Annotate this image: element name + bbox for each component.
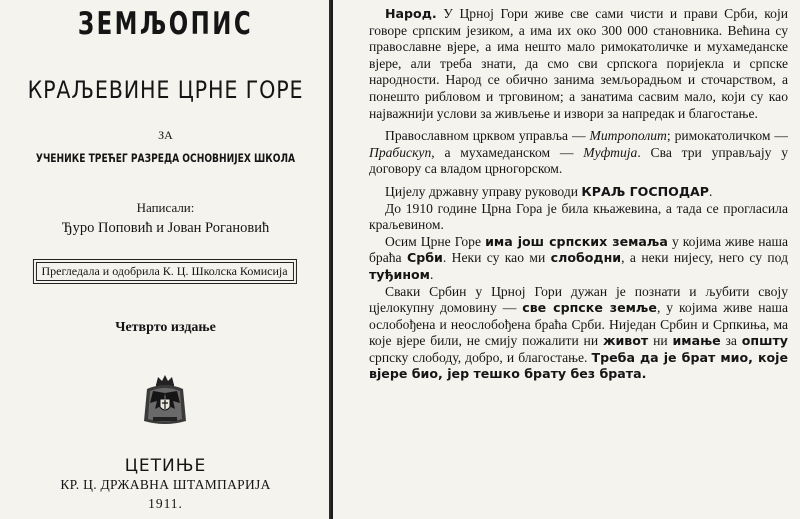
emphasis-text: све српске земље	[522, 300, 657, 316]
paragraph-rule	[369, 184, 788, 201]
paragraph-text: ни	[653, 333, 668, 349]
paragraph-text: ; римокатоличком —	[666, 128, 789, 144]
coat-of-arms-icon	[141, 373, 189, 427]
for-label: ЗА	[158, 128, 173, 142]
paragraph-text: .	[709, 183, 713, 199]
publication-city: ЦЕТИЊЕ	[124, 456, 207, 476]
paragraph-text: српску слободу, добро, и благостање.	[369, 349, 588, 365]
paragraph-text: , а мухамеданском —	[431, 144, 574, 160]
emphasis-text: КРАЉ ГОСПОДАР	[581, 183, 710, 199]
authors-line: Ђуро Поповић и Јован Рогановић	[61, 220, 270, 236]
paragraph-text: . Неки су као ми	[442, 250, 546, 266]
emphasis-text: живот	[602, 333, 649, 349]
paragraph-text: У Црној Гори живе све сами чисти и прави Срби, који говоре српским језиком, а има их око 300 000 становника. Већина су православне вјере, а има нешто мало римокатоличке и мухамеданске вјере, али треба знати, да смо сви српскога поријекла и српске народности. Народ се обично занима земљорадњом и сточарством, а понешто рибловом и трговином; а занатима сасвим мало, који су као најважнији услови за живљење и извори за напредак и благостање.	[369, 6, 788, 121]
paragraph-text: Сваки Србин у Црној Гори дужан је познати и љубити своју цјелокупну домовину —	[369, 283, 788, 316]
paragraph-text: , у којима живе наша ослобођена и неослобођена браћа Срби. Ниједан Србин и Српкиња, ма које вјере били, не смију пожалити ни	[369, 300, 789, 349]
emphasis-text: Муфтија	[583, 144, 638, 160]
emphasis-text: слободни	[550, 250, 622, 266]
book-subtitle: КРАЉЕВИНЕ ЦРНЕ ГОРЕ	[27, 76, 304, 104]
paragraph-text: . Сва три управљају у договору са владом црногорском.	[369, 144, 789, 177]
paragraph-text: , а неки нијесу, него су под	[621, 250, 788, 266]
paragraph-lands	[369, 234, 788, 284]
publisher: КР. Ц. ДРЖАВНА ШТАМПАРИЈА	[60, 477, 271, 492]
paragraph-text: .	[429, 266, 434, 282]
paragraph-duty	[369, 284, 788, 384]
text-page	[333, 0, 800, 519]
written-by-label: Написали:	[136, 200, 195, 215]
section-heading: Народ.	[385, 6, 437, 21]
paragraph-text: Цијелу државну управу руководи	[385, 183, 579, 199]
emphasis-text: општу	[741, 333, 789, 349]
paragraph-text: Осим Црне Горе	[385, 233, 482, 249]
emphasis-text: имање	[672, 333, 721, 349]
paragraph-text: До 1910 године Црна Гора је била књажевина, а тада се прогласила краљевином.	[369, 200, 788, 233]
emphasis-text: има још српских земаља	[485, 233, 668, 249]
paragraph-text: за	[725, 333, 737, 349]
emphasis-text: Срби	[406, 250, 443, 266]
emphasis-text: Митрополит	[589, 128, 667, 144]
review-notice: Прегледала и одобрила К. Ц. Школска Комисија	[35, 262, 293, 281]
paragraph-text: Православном црквом управља —	[385, 128, 586, 144]
emphasis-text: Треба да је брат мио, које вјере био, јер тешко брату без брата.	[369, 349, 788, 382]
book-title: ЗЕМЉОПИС	[77, 6, 254, 42]
paragraph-people	[369, 6, 788, 122]
edition-line: Четврто издање	[115, 320, 216, 335]
audience-line: УЧЕНИКЕ ТРЕЋЕГ РАЗРЕДА ОСНОВНИЈЕХ ШКОЛА	[35, 151, 296, 165]
emphasis-text: Прабискуп	[369, 144, 432, 160]
title-page	[0, 0, 331, 519]
paragraph-religion	[369, 128, 788, 178]
publication-year: 1911.	[148, 496, 183, 511]
emphasis-text: туђином	[369, 266, 430, 282]
paragraph-text: у којима живе наша браћа	[369, 233, 789, 266]
paragraph-kingdom	[369, 201, 788, 234]
